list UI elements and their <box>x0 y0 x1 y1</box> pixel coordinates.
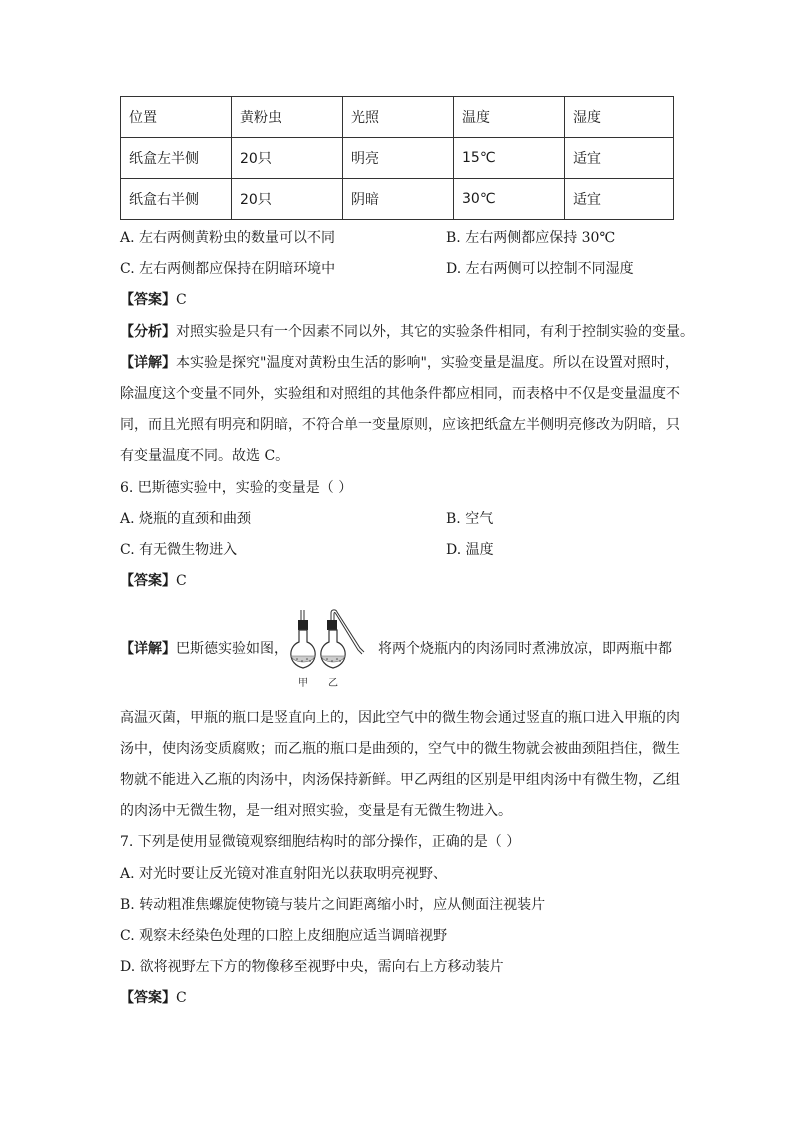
table-header-row <box>121 97 674 138</box>
q6-answer: 【答案】C <box>120 573 187 589</box>
q6-option-b: B. 空气 <box>446 511 494 527</box>
figure-label-jia: 甲 <box>298 678 308 689</box>
experiment-table <box>120 96 674 220</box>
q5-answer: 【答案】C <box>120 292 187 308</box>
q6-option-a: A. 烧瓶的直颈和曲颈 <box>120 511 252 527</box>
q7-option-a: A. 对光时要让反光镜对准直射阳光以获取明亮视野、 <box>120 866 448 882</box>
table-cell: 阴暗 <box>343 179 454 220</box>
q5-option-c: C. 左右两侧都应保持在阴暗环境中 <box>120 261 336 277</box>
table-cell: 适宜 <box>565 138 674 179</box>
table-cell: 20只 <box>232 138 343 179</box>
q6-option-d: D. 温度 <box>446 542 494 558</box>
table-cell: 15℃ <box>454 138 565 179</box>
q7-option-c: C. 观察未经染色处理的口腔上皮细胞应适当调暗视野 <box>120 928 448 944</box>
q5-detail-line: 同，而且光照有明亮和阴暗，不符合单一变量原则，应该把纸盒左半侧明亮修改为阴暗，只 <box>120 417 680 433</box>
q5-detail-line: 【详解】本实验是探究"温度对黄粉虫生活的影响"，实验变量是温度。所以在设置对照时， <box>120 355 679 371</box>
table-cell: 适宜 <box>565 179 674 220</box>
q5-analysis: 【分析】对照实验是只有一个因素不同以外，其它的实验条件相同，有利于控制实验的变量。 <box>120 324 694 340</box>
q5-detail-line: 有变量温度不同。故选 C。 <box>120 448 290 464</box>
q6-detail-line: 高温灭菌，甲瓶的瓶口是竖直向上的，因此空气中的微生物会通过竖直的瓶口进入甲瓶的肉 <box>120 710 680 726</box>
table-header-cell: 位置 <box>121 97 232 138</box>
q6-detail-line: 汤中，使肉汤变质腐败；而乙瓶的瓶口是曲颈的，空气中的微生物就会被曲颈阻挡住，微生 <box>120 741 680 757</box>
table-cell: 明亮 <box>343 138 454 179</box>
flask-yi <box>321 610 364 668</box>
pasteur-flask-figure <box>282 608 374 690</box>
table-cell: 纸盒右半侧 <box>121 179 232 220</box>
q5-detail-line: 除温度这个变量不同外，实验组和对照组的其他条件都应相同，而表格中不仅是变量温度不 <box>120 386 680 402</box>
table-cell: 30℃ <box>454 179 565 220</box>
table-cell: 纸盒左半侧 <box>121 138 232 179</box>
q6-question: 6. 巴斯德实验中，实验的变量是（ ） <box>120 480 353 496</box>
q7-option-b: B. 转动粗准焦螺旋使物镜与装片之间距离缩小时，应从侧面注视装片 <box>120 897 546 913</box>
figure-label-yi: 乙 <box>328 678 338 689</box>
table-cell: 20只 <box>232 179 343 220</box>
table-header-cell: 光照 <box>343 97 454 138</box>
q5-option-d: D. 左右两侧可以控制不同湿度 <box>446 261 634 277</box>
q7-question: 7. 下列是使用显微镜观察细胞结构时的部分操作，正确的是（ ） <box>120 834 521 850</box>
q7-option-d: D. 欲将视野左下方的物像移至视野中央，需向右上方移动装片 <box>120 959 504 975</box>
table-row <box>121 138 674 179</box>
table-header-cell: 黄粉虫 <box>232 97 343 138</box>
q5-option-b: B. 左右两侧都应保持 30℃ <box>446 230 616 246</box>
table-row <box>121 179 674 220</box>
table-header-cell: 湿度 <box>565 97 674 138</box>
table-header-cell: 温度 <box>454 97 565 138</box>
q6-option-c: C. 有无微生物进入 <box>120 542 238 558</box>
q6-detail-after-figure: 将两个烧瓶内的肉汤同时煮沸放凉，即两瓶中都 <box>378 641 672 657</box>
q6-detail-line: 的肉汤中无微生物，是一组对照实验，变量是有无微生物进入。 <box>120 803 512 819</box>
q5-option-a: A. 左右两侧黄粉虫的数量可以不同 <box>120 230 336 246</box>
q6-detail-start: 【详解】巴斯德实验如图， <box>120 641 288 657</box>
q6-detail-line: 物就不能进入乙瓶的肉汤中，肉汤保持新鲜。甲乙两组的区别是甲组肉汤中有微生物，乙组 <box>120 772 680 788</box>
q7-answer: 【答案】C <box>120 990 187 1006</box>
flask-jia <box>291 610 315 668</box>
